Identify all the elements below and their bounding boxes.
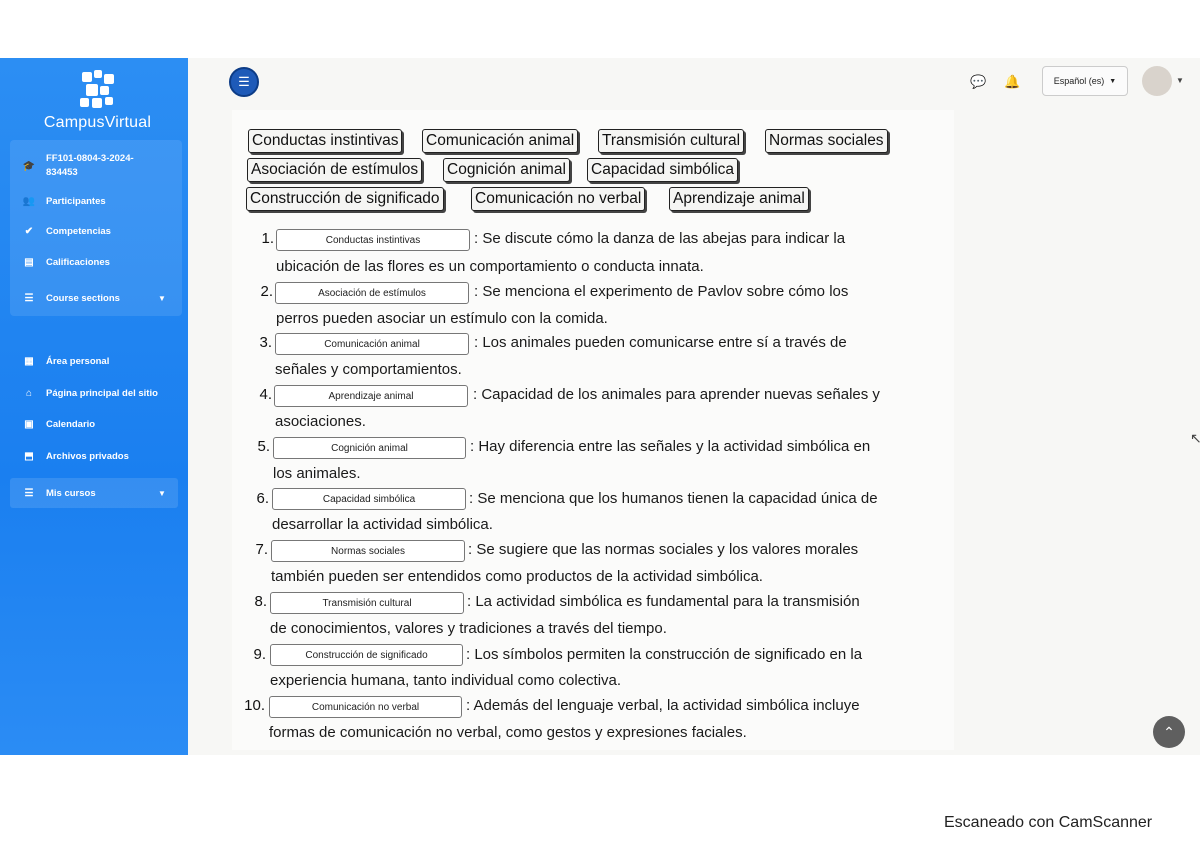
sidebar-drawer [0,58,188,755]
question-text: : Además del lenguaje verbal, la actividad simbólica incluye [466,697,860,714]
question-text: : Hay diferencia entre las señales y la actividad simbólica en [470,438,871,455]
messages-icon[interactable]: 💬 [970,74,987,89]
graduation-cap-icon: 🎓 [22,160,36,172]
question-number: 5. [257,438,270,455]
sidebar-item-participantes[interactable] [22,195,106,207]
question-text: : Se discute cómo la danza de las abejas para indicar la [474,230,846,247]
question-number: 10. [244,697,265,714]
users-icon: 👥 [22,195,36,207]
answer-drop-zone[interactable]: Capacidad simbólica [272,488,466,510]
chevron-down-icon: ▼ [158,488,166,498]
sidebar-item-mis-cursos[interactable] [22,487,166,499]
question-text: perros pueden asociar un estímulo con la comida. [276,310,608,327]
word-bank-chip[interactable]: Conductas instintivas [248,129,402,153]
answer-drop-zone[interactable]: Aprendizaje animal [274,385,468,407]
home-icon: ⌂ [25,387,33,399]
language-menu-button[interactable] [1042,66,1128,96]
question-text: : Capacidad de los animales para aprender nuevas señales y [473,386,880,403]
question-text: desarrollar la actividad simbólica. [272,516,493,533]
question-text: : La actividad simbólica es fundamental para la transmisión [467,593,860,610]
site-logo[interactable] [0,70,195,132]
sidebar-item-label: Participantes [46,195,106,207]
word-bank-chip[interactable]: Construcción de significado [246,187,444,211]
sidebar-item-calendario[interactable] [22,418,95,430]
answer-drop-zone[interactable]: Transmisión cultural [270,592,464,614]
sidebar-item-label: Área personal [46,355,110,367]
question-number: 4. [259,386,272,403]
question-number: 1. [261,230,274,247]
sidebar-item-area-personal[interactable] [22,355,109,367]
question-text: los animales. [273,465,361,482]
question-number: 8. [254,593,267,610]
question-number: 7. [255,541,268,558]
question-text: : Se sugiere que las normas sociales y los valores morales [468,541,859,558]
sidebar-item-label: Mis cursos [46,487,96,499]
question-text: formas de comunicación no verbal, como gestos y expresiones faciales. [269,724,747,741]
word-bank-chip[interactable]: Normas sociales [765,129,888,153]
question-number: 2. [260,283,273,300]
chevron-down-icon: ▼ [1109,77,1117,85]
list-icon: ☰ [24,487,34,499]
sidebar-item-competencias[interactable] [22,225,111,237]
answer-drop-zone[interactable]: Conductas instintivas [276,229,470,251]
word-bank-chip[interactable]: Aprendizaje animal [669,187,809,211]
question-text: ubicación de las flores es un comportamiento o conducta innata. [276,258,704,275]
answer-drop-zone[interactable]: Normas sociales [271,540,465,562]
user-avatar[interactable] [1142,66,1172,96]
sidebar-item-label: Calificaciones [46,256,110,268]
answer-drop-zone[interactable]: Cognición animal [273,437,466,459]
word-bank-chip[interactable]: Comunicación animal [422,129,578,153]
course-code-line1: FF101-0804-3-2024- [46,153,134,164]
word-bank-chip[interactable]: Transmisión cultural [598,129,744,153]
course-code-line2: 834453 [46,167,78,178]
answer-drop-zone[interactable]: Construcción de significado [270,644,463,666]
mouse-cursor-icon: ↖ [1190,430,1202,446]
question-text: también pueden ser entendidos como productos de la actividad simbólica. [271,568,763,585]
sidebar-item-archivos-privados[interactable] [22,450,129,462]
brand-name: CampusVirtual [43,114,152,131]
answer-drop-zone[interactable]: Comunicación animal [275,333,469,355]
chevron-down-icon[interactable]: ▼ [1176,76,1184,85]
question-text: señales y comportamientos. [275,361,462,378]
sidebar-item-label: Course sections [46,292,120,304]
notifications-icon[interactable]: 🔔 [1004,74,1021,89]
word-bank-chip[interactable]: Comunicación no verbal [471,187,645,211]
scanner-watermark: Escaneado con CamScanner [944,814,1153,831]
dashboard-icon: ▦ [24,355,34,367]
list-icon: ☰ [24,292,34,304]
sidebar-item-label: Archivos privados [46,450,129,462]
question-text: : Los animales pueden comunicarse entre sí a través de [474,334,847,351]
sidebar-item-label: Página principal del sitio [46,387,158,399]
sidebar-item-label: Competencias [46,225,111,237]
sidebar-item-label: Calendario [46,418,96,430]
files-icon: ⬒ [24,450,34,462]
answer-drop-zone[interactable]: Asociación de estímulos [275,282,469,304]
grades-icon: ▤ [24,256,34,268]
question-text: : Los símbolos permiten la construcción de significado en la [466,646,863,663]
calendar-icon: ▣ [24,418,34,430]
question-number: 6. [256,490,269,507]
sidebar-item-course-home[interactable] [22,152,134,180]
question-text: asociaciones. [275,413,366,430]
sidebar-item-calificaciones[interactable] [22,256,110,268]
answer-drop-zone[interactable]: Comunicación no verbal [269,696,462,718]
language-label: Español (es) [1053,76,1105,86]
drawer-toggle-button[interactable] [229,67,259,97]
question-number: 3. [259,334,272,351]
word-bank-chip[interactable]: Cognición animal [443,158,570,182]
question-text: : Se menciona que los humanos tienen la capacidad única de [469,490,878,507]
check-icon: ✔ [24,225,34,237]
chevron-down-icon: ▼ [158,293,166,303]
menu-icon: ☰ [238,74,250,89]
sidebar-item-pagina-principal[interactable] [22,387,158,399]
back-to-top-button[interactable] [1153,716,1185,748]
sidebar-item-course-sections[interactable] [22,292,166,304]
word-bank-chip[interactable]: Asociación de estímulos [247,158,422,182]
question-text: de conocimientos, valores y tradiciones a través del tiempo. [270,620,667,637]
question-text: experiencia humana, tanto individual como colectiva. [270,672,622,689]
question-text: : Se menciona el experimento de Pavlov sobre cómo los [474,283,849,300]
question-number: 9. [253,646,266,663]
word-bank-chip[interactable]: Capacidad simbólica [587,158,738,182]
logo-icon [78,70,118,110]
chevron-up-icon: ⌃ [1163,723,1175,740]
